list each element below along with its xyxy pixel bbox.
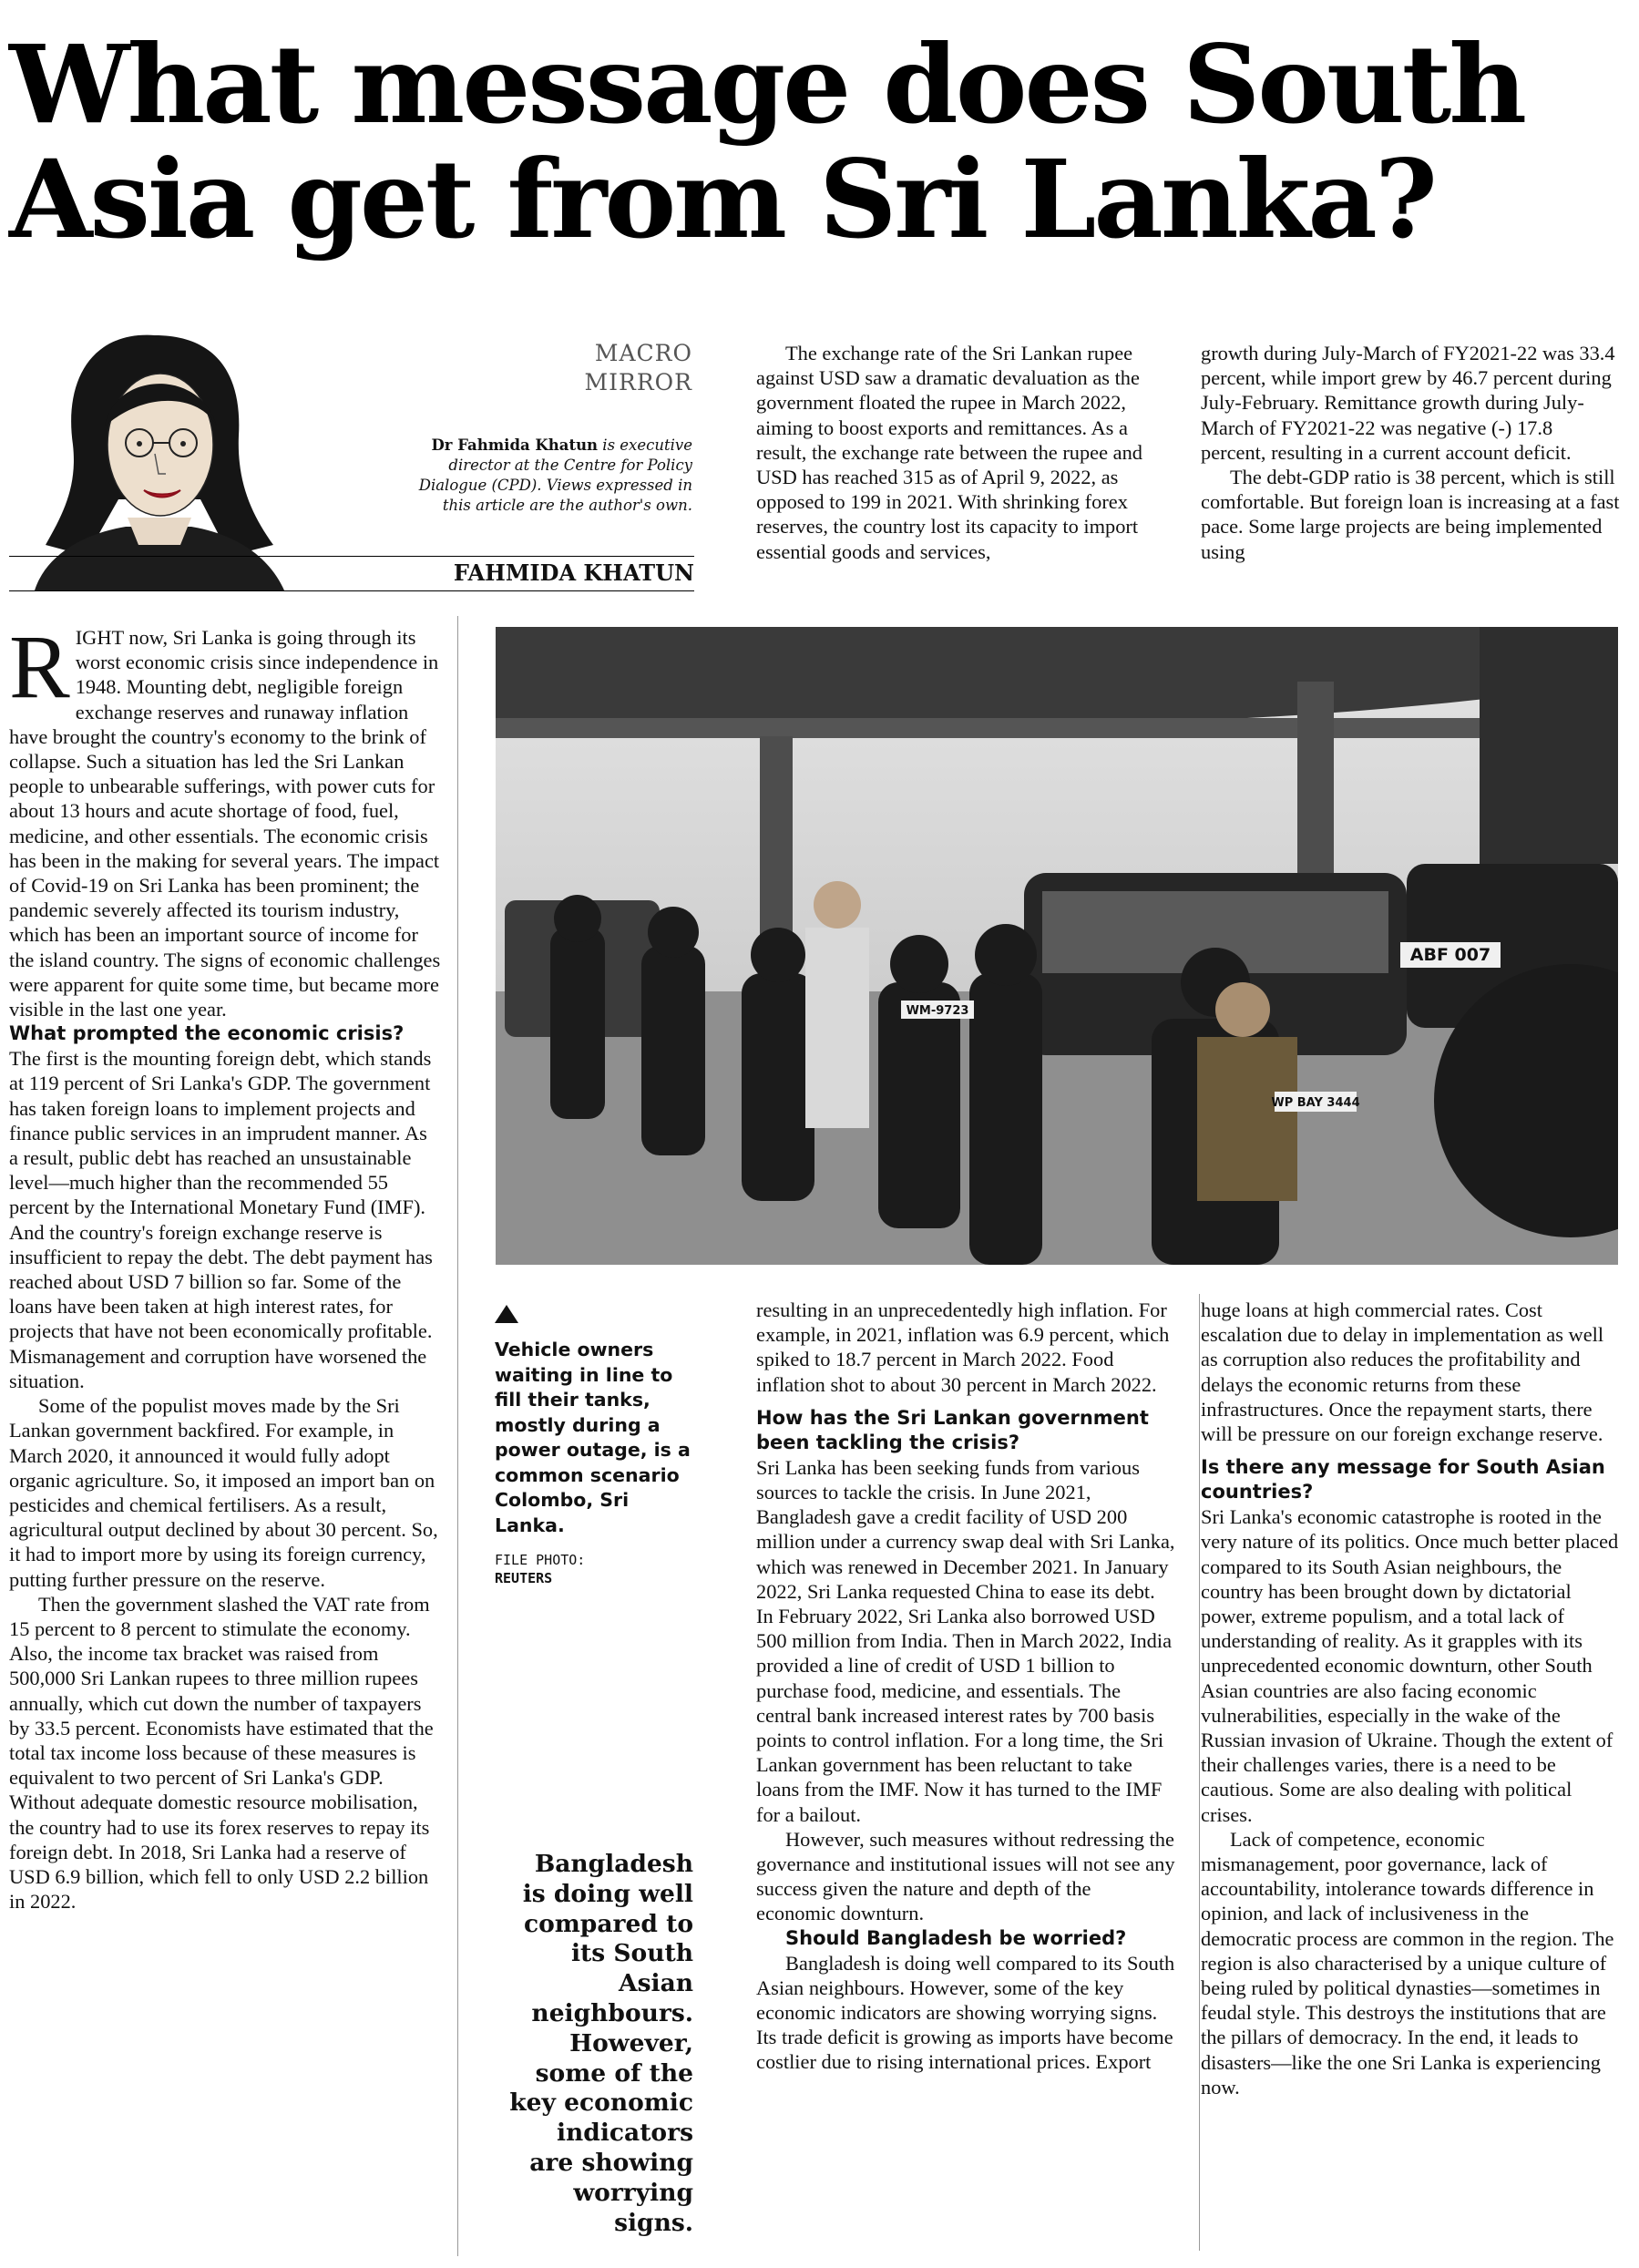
paragraph: Some of the populist moves made by the Sri Lankan government backfired. For example, in March 2020, it announced it would fully adopt organic agriculture. So, it imposed an import ban on pesticides and chemical fertilisers. As a result, agricultural output declined by about 30 percent. So, it had to import more by using its foreign currency, putting further pressure on the reserve.: [9, 1394, 438, 1591]
photo-caption: Vehicle owners waiting in line to fill their tanks, mostly during a power outage, is a common scenario Colombo, Sri Lanka.: [495, 1339, 691, 1536]
subheading: Is there any message for South Asian countries?: [1201, 1456, 1605, 1503]
pull-quote: Bangladesh is doing well compared to its South Asian neighbours. However, some of the key economic indicators are showing worrying signs.: [509, 1850, 693, 2237]
paragraph: The exchange rate of the Sri Lankan rupee against USD saw a dramatic devaluation as the government floated the rupee in March 2022, aiming to boost exports and remittances. As a result, the exchange rate between the rupee and USD has reached 315 as of April 9, 2022, as opposed to 199 in 2021. With shrinking forex reserves, the country lost its capacity to import essential goods and services,: [756, 342, 1142, 563]
paragraph: growth during July-March of FY2021-22 was 33.4 percent, while import grew by 46.7 percent during July-February. Remittance growth during July-March of FY2021-22 was negative (-) 17.8 percent, resulting in a current account deficit.: [1201, 342, 1615, 464]
column-label-line-1: MACRO: [594, 340, 692, 366]
byline: FAHMIDA KHATUN: [453, 559, 694, 586]
plate-text-3: WP BAY 3444: [1271, 1096, 1360, 1110]
caption-arrow-icon: [495, 1305, 518, 1323]
column-rule: [1199, 1294, 1200, 2251]
article-column-1: [9, 616, 441, 1914]
article-column-2-bottom: [756, 1298, 1175, 2075]
column-label: [510, 339, 692, 397]
photo-credit-label: FILE PHOTO:: [495, 1552, 586, 1568]
article-column-3-bottom: [1201, 1298, 1620, 2099]
author-bio: [392, 436, 692, 516]
paragraph: Sri Lanka's economic catastrophe is rooted in the very nature of its politics. Once much better placed compared to its South Asian neighbours, the country has been brought down by dictatorial power, extreme populism, and a total lack of understanding of reality. As it grapples with its unprecedented economic downturn, other South Asian countries are also facing economic vulnerabilities, especially in the wake of the Russian invasion of Ukraine. Though the extent of their challenges varies, there is a need to be cautious. Some are also dealing with political crises.: [1201, 1505, 1619, 1826]
paragraph: resulting in an unprecedentedly high inflation. For example, in 2021, inflation was 6.9 percent, which spiked to 18.7 percent in March 2022. Food inflation shot to about 30 percent in March 2022.: [756, 1298, 1170, 1396]
headline: What message does South Asia get from Sri Lanka?: [9, 21, 1525, 262]
plate-text-1: ABF 007: [1409, 945, 1491, 965]
paragraph: huge loans at high commercial rates. Cost escalation due to delay in implementation as well as corruption also reduces the profitability and delays the economic returns from these infrastructures. Once the repayment starts, there will be pressure on our foreign exchange reserve.: [1201, 1298, 1604, 1446]
paragraph: Sri Lanka has been seeking funds from various sources to tackle the crisis. In June 2021, Bangladesh gave a credit facility of USD 200 million under a currency swap deal with Sri Lanka, which was renewed in December 2021. In January 2022, Sri Lanka requested China to ease its debt. In February 2022, Sri Lanka also borrowed USD 500 million from India. Then in March 2022, India provided a line of credit of USD 1 billion to purchase food, medicine, and essentials. The central bank increased interest rates by 700 basis points to control inflation. For a long time, the Sri Lankan government has been reluctant to take loans from the IMF. Now it has turned to the IMF for a bailout.: [756, 1455, 1175, 1826]
subheading: Should Bangladesh be worried?: [785, 1926, 1127, 1949]
divider: [9, 556, 694, 557]
paragraph: However, such measures without redressing the governance and institutional issues will not see any success given the nature and depth of the economic downturn.: [756, 1827, 1175, 1925]
paragraph: Lack of competence, economic mismanagement, poor governance, lack of accountability, intolerance towards difference in opinion, and lack of inclusiveness in the democratic process are common in the region. The region is also characterised by a unique culture of being ruled by political dynasties—sometimes in feudal style. This destroys the institutions that are the pillars of democracy. In the end, it leads to disasters—like the one Sri Lanka is experiencing now.: [1201, 1827, 1614, 2099]
paragraph: The debt-GDP ratio is 38 percent, which is still comfortable. But foreign loan is increasing at a fast pace. Some large projects are being implemented using: [1201, 466, 1620, 563]
article-column-2-top: [756, 341, 1175, 564]
drop-cap: R: [9, 616, 70, 717]
article-column-3-top: [1201, 341, 1620, 564]
subheading: How has the Sri Lankan government been tackling the crisis?: [756, 1406, 1149, 1453]
news-photo: [496, 627, 1618, 1265]
photo-credit: [495, 1551, 695, 1587]
author-name: Dr Fahmida Khatun: [431, 436, 599, 454]
paragraph: Bangladesh is doing well compared to its South Asian neighbours. However, some of the key economic indicators are showing worrying signs. Its trade deficit is growing as imports have become costlier due to rising international prices. Export: [756, 1951, 1175, 2074]
paragraph: Then the government slashed the VAT rate from 15 percent to 8 percent to stimulate the economy. Also, the income tax bracket was raised from 500,000 Sri Lankan rupees to three million rupees annually, which cut down the number of taxpayers by 33.5 percent. Economists have estimated that the total tax income loss because of these measures is equivalent to two percent of Sri Lanka's GDP. Without adequate domestic resource mobilisation, the country had to use its forex reserves to repay its foreign debt. In 2018, Sri Lanka had a reserve of USD 6.9 billion, which fell to only USD 2.2 billion in 2022.: [9, 1592, 434, 1914]
subheading: What prompted the economic crisis?: [9, 1022, 405, 1045]
author-portrait: [18, 317, 310, 590]
column-label-line-2: MIRROR: [584, 369, 692, 395]
paragraph: IGHT now, Sri Lanka is going through its worst economic crisis since independence in 1948. Mounting debt, negligible foreign exchange reserves and runaway inflation have brought the country's economy to the brink of collapse. Such a situation has led the Sri Lankan people to unbearable sufferings, with power cuts for about 13 hours and acute shortage of food, fuel, medicine, and other essentials. The economic crisis has been in the making for several years. The impact of Covid-19 on Sri Lanka has been prominent; the pandemic severely affected its tourism industry, which has been an important source of income for the island country. The signs of economic challenges were apparent for quite some time, but became more visible in the last one year.: [9, 626, 441, 1021]
column-rule: [457, 616, 458, 2256]
plate-text-2: WM-9723: [906, 1004, 969, 1018]
photo-credit-source: REUTERS: [495, 1570, 553, 1586]
author-description: is executive director at the Centre for Policy Dialogue (CPD). Views expressed in this article are the author's own.: [418, 436, 692, 514]
divider: [9, 590, 694, 591]
paragraph: The first is the mounting foreign debt, which stands at 119 percent of Sri Lanka's GDP. The government has taken foreign loans to implement projects and finance public services in an imprudent manner. As a result, public debt has reached an unsustainable level—much higher than the recommended 55 percent by the International Monetary Fund (IMF). And the country's foreign exchange reserve is insufficient to repay the debt. The debt payment has reached about USD 7 billion so far. Some of the loans have been taken at high interest rates, for projects that have not been economically profitable. Mismanagement and corruption have worsened the situation.: [9, 1047, 433, 1392]
